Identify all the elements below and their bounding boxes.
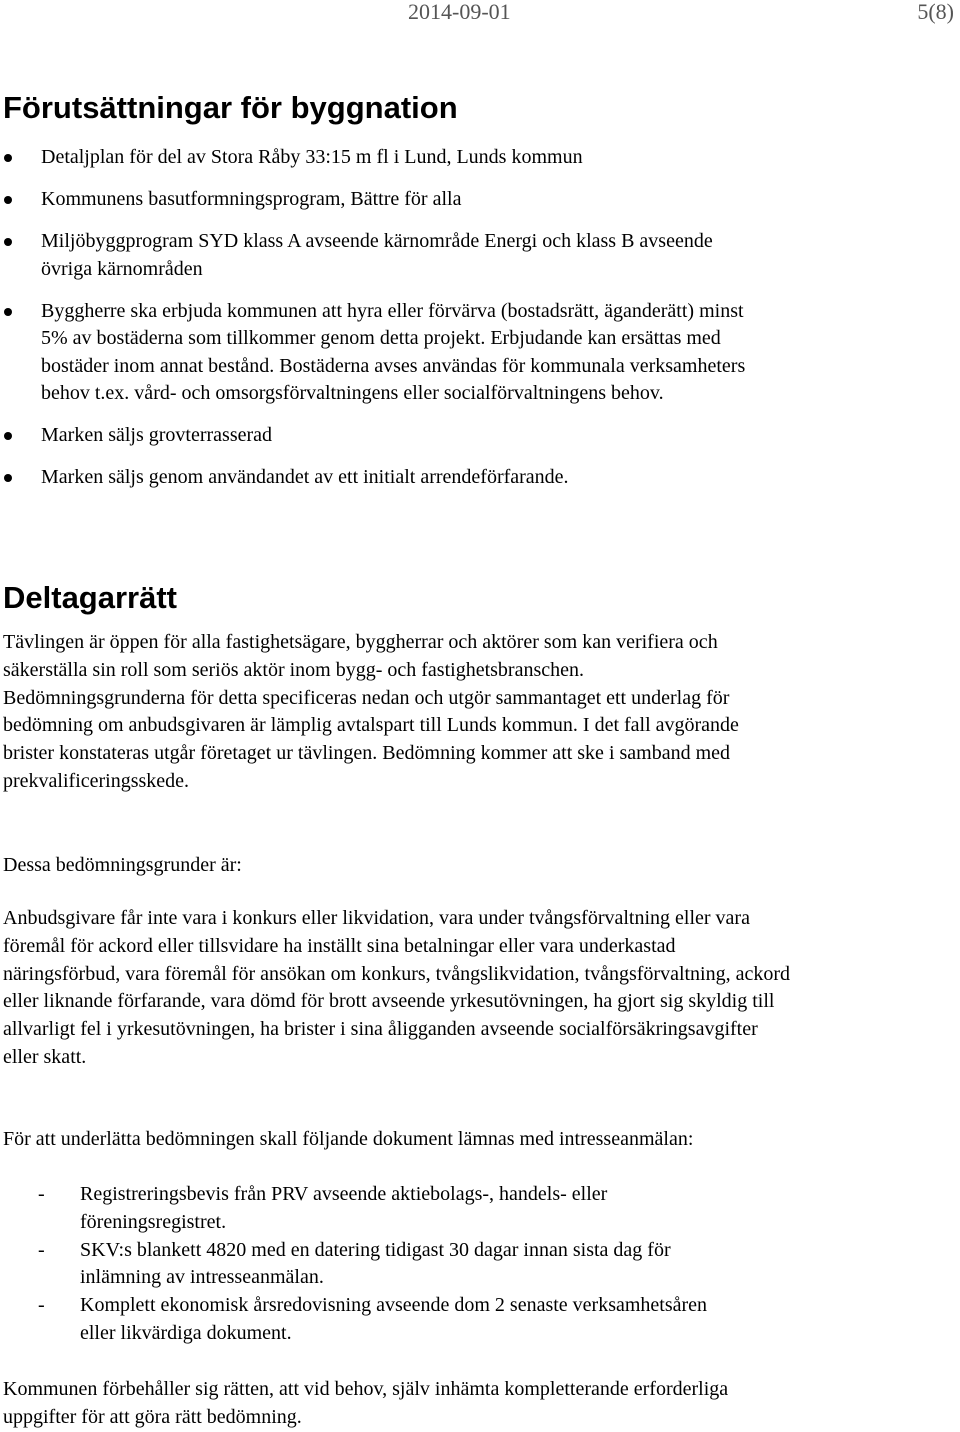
documents-intro-paragraph: För att underlätta bedömningen skall följande dokument lämnas med intresseanmälan: — [3, 1128, 694, 1150]
section-heading-deltagarratt: Deltagarrätt — [3, 580, 177, 615]
required-documents-list — [0, 1181, 960, 1348]
exclusion-criteria-paragraph: Anbudsgivare får inte vara i konkurs eller likvidation, vara under tvångsförvaltning eller vara föremål för ackord eller tillsvidare ha inställt sina betalningar eller vara underkastad näringsförbud, vara föremål för ansökan om konkurs, tvångslikvidation, tvångsförvaltning, ackord eller liknande förfarande, vara dömd för brott avseende yrkesutövningen, ha gjort sig skyldig till allvarligt fel i yrkesutövningen, ha brister i sina åligganden avseende socialförsäkringsavgifter eller skatt. — [3, 907, 791, 1068]
list-item-text: Registreringsbevis från PRV avseende aktiebolags-, handels- eller föreningsregistret. — [80, 1183, 608, 1233]
list-item — [0, 298, 761, 408]
list-item-text: Marken säljs grovterrasserad — [41, 424, 273, 446]
list-item — [0, 228, 761, 283]
bullet-icon — [4, 432, 12, 440]
list-item-text: Byggherre ska erbjuda kommunen att hyra eller förvärva (bostadsrätt, äganderätt) minst 5% av bostäderna som tillkommer genom detta projekt. Erbjudande kan ersättas med bostäder inom annat bestånd. Bostäderna avses användas för kommunala verksamheters behov t.ex. vård- och omsorgsförvaltningens eller socialförvaltningens behov. — [41, 299, 746, 404]
section-heading-forutsattningar: Förutsättningar för byggnation — [3, 90, 458, 125]
bullet-icon — [4, 154, 12, 162]
list-item-text: Marken säljs genom användandet av ett initialt arrendeförfarande. — [41, 466, 569, 488]
page-number: 5(8) — [917, 0, 954, 24]
document-date: 2014-09-01 — [408, 0, 511, 24]
bullet-icon — [4, 308, 12, 316]
list-item — [0, 1292, 740, 1348]
list-item — [0, 1181, 740, 1237]
bullet-icon — [4, 474, 12, 482]
list-item — [0, 464, 761, 492]
list-item-text: Komplett ekonomisk årsredovisning avseende dom 2 senaste verksamhetsåren eller likvärdiga dokument. — [80, 1294, 708, 1344]
list-item — [0, 144, 761, 172]
page-header — [0, 0, 960, 30]
criteria-intro-paragraph: Dessa bedömningsgrunder är: — [3, 854, 242, 876]
requirements-bullet-list — [0, 144, 960, 506]
bullet-icon — [4, 196, 12, 204]
list-item-text: Miljöbyggprogram SYD klass A avseende kärnområde Energi och klass B avseende övriga kärnområden — [41, 230, 713, 280]
bullet-icon — [4, 238, 12, 246]
list-item — [0, 422, 761, 450]
list-item-text: Kommunens basutformningsprogram, Bättre för alla — [41, 188, 462, 210]
list-item-text: Detaljplan för del av Stora Råby 33:15 m fl i Lund, Lunds kommun — [41, 146, 583, 168]
list-item-text: SKV:s blankett 4820 med en datering tidigast 30 dagar innan sista dag för inlämning av intresseanmälan. — [80, 1238, 671, 1289]
dash-marker: - — [38, 1294, 45, 1317]
dash-marker: - — [38, 1183, 45, 1205]
list-item — [0, 1237, 740, 1293]
dash-marker: - — [38, 1238, 45, 1261]
eligibility-paragraph: Tävlingen är öppen för alla fastighetsägare, byggherrar och aktörer som kan verifiera och säkerställa sin roll som seriös aktör inom bygg- och fastighetsbranschen. Bedömningsgrunderna för detta specificeras nedan och utgör sammantaget ett underlag för bedömning om anbudsgivaren är lämplig avtalspart till Lunds kommun. I det fall avgörande brister konstateras utgår företaget ur tävlingen. Bedömning kommer att ske i samband med prekvalificeringsskede. — [3, 631, 739, 792]
reservation-paragraph: Kommunen förbehåller sig rätten, att vid behov, själv inhämta kompletterande erforderliga uppgifter för att göra rätt bedömning. — [3, 1378, 729, 1428]
list-item — [0, 186, 761, 214]
